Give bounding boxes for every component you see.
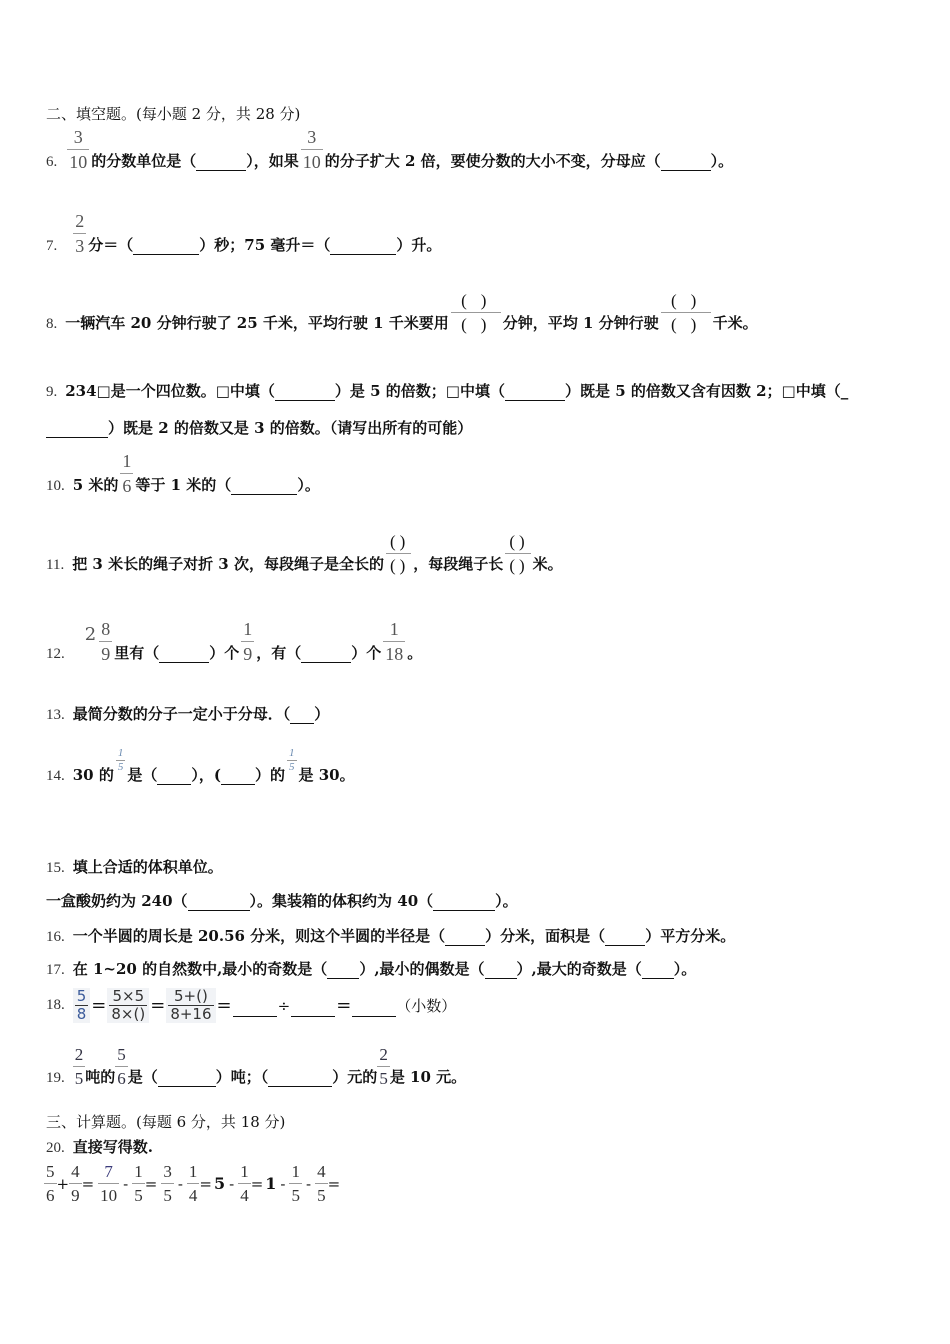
- fraction: $\frac{3}{10}$: [69, 127, 88, 172]
- fraction: $\frac{4}{5}$: [317, 1162, 326, 1205]
- text: ）既是 2 的倍数又是 3 的倍数。（请写出所有的可能）: [108, 419, 473, 437]
- question-10: [46, 452, 320, 495]
- question-15: [46, 856, 223, 877]
- fraction: $\frac{1}{6}$: [122, 451, 132, 496]
- fraction: $\frac{1}{18}$: [385, 619, 404, 664]
- text: ），如果: [246, 152, 299, 170]
- fraction: $\frac{1}{5}$: [289, 747, 295, 773]
- operator: -: [305, 1174, 312, 1193]
- text: 填上合适的体积单位。: [72, 858, 223, 876]
- answer-blank[interactable]: [352, 1002, 396, 1017]
- fraction-blank[interactable]: $\frac{()}{()}$: [505, 533, 530, 574]
- question-number: 9.: [46, 384, 58, 400]
- question-11: [46, 533, 563, 574]
- text: 的分数单位是（: [91, 152, 197, 170]
- text: ）,最小的偶数是（: [359, 960, 485, 978]
- text: 的分子扩大 2 倍，要使分数的大小不变，分母应（: [324, 152, 661, 170]
- text: ，每段绳子长: [413, 555, 504, 573]
- question-number: 6.: [46, 154, 58, 170]
- text: ）元的: [332, 1068, 378, 1086]
- text: ）秒；75 毫升＝（: [199, 236, 331, 254]
- text: 把 3 米长的绳子对折 3 次，每段绳子是全长的: [72, 555, 384, 573]
- text: ）是 5 的倍数；□中填（: [334, 382, 505, 400]
- text: 千米。: [712, 314, 758, 332]
- answer-blank[interactable]: [642, 964, 674, 979]
- text: ）分米，面积是（: [485, 927, 606, 945]
- text: ）个: [351, 644, 382, 662]
- equals-sign: =: [216, 995, 232, 1016]
- operator: -: [229, 1174, 235, 1193]
- answer-blank[interactable]: [301, 648, 351, 663]
- equals-sign[interactable]: =: [199, 1174, 212, 1193]
- answer-blank[interactable]: [196, 156, 246, 171]
- answer-blank[interactable]: [231, 480, 297, 495]
- text: 30 的: [72, 766, 114, 784]
- text: 。: [407, 644, 423, 662]
- question-15-line-2: [46, 890, 518, 911]
- answer-blank[interactable]: [188, 896, 250, 911]
- text: ）既是 5 的倍数又含有因数 2；□中填（_: [564, 382, 849, 400]
- answer-blank[interactable]: [290, 709, 314, 724]
- answer-blank[interactable]: [445, 931, 485, 946]
- fraction: $\frac{2}{3}$: [75, 211, 85, 256]
- text: 米。: [532, 555, 563, 573]
- question-6: [46, 128, 733, 171]
- operator: -: [280, 1174, 286, 1193]
- text: 是 30。: [298, 766, 355, 784]
- section-3-title: 三、计算题。(每题 6 分，共 18 分): [46, 1113, 286, 1131]
- question-19: [46, 1046, 466, 1087]
- text: 在 1~20 的自然数中,最小的奇数是（: [72, 960, 328, 978]
- text: 里有（: [114, 644, 160, 662]
- equals-sign: =: [91, 995, 107, 1016]
- text: 5 米的: [72, 476, 119, 494]
- question-14: [46, 748, 355, 785]
- text: ），(: [191, 766, 221, 784]
- equals-sign[interactable]: =: [327, 1174, 341, 1193]
- question-13: [46, 703, 329, 724]
- question-7: [46, 212, 441, 255]
- fraction: $\frac{5}{6}$: [46, 1162, 55, 1205]
- fraction: $\frac{4}{9}$: [71, 1162, 80, 1205]
- fraction: $\frac{1}{5}$: [291, 1162, 300, 1205]
- fraction: $\frac{1}{9}$: [243, 619, 253, 664]
- fraction: $\frac{2}{5}$: [74, 1045, 84, 1088]
- answer-blank[interactable]: [327, 964, 359, 979]
- fraction-blank[interactable]: $\frac{()}{()}$: [451, 292, 501, 333]
- question-12: [46, 620, 422, 663]
- answer-blank[interactable]: [605, 931, 645, 946]
- calculation-row: [44, 1163, 340, 1204]
- text: （小数）: [396, 997, 457, 1015]
- question-16: [46, 925, 735, 946]
- question-number: 7.: [46, 238, 58, 254]
- answer-blank[interactable]: [221, 770, 255, 785]
- answer-blank[interactable]: [46, 423, 108, 438]
- text: ，有（: [256, 644, 302, 662]
- operator: -: [177, 1174, 183, 1193]
- question-number: 11.: [46, 557, 65, 573]
- operator: +: [56, 1174, 70, 1193]
- answer-blank[interactable]: [291, 1002, 335, 1017]
- mixed-whole: 2: [84, 624, 97, 645]
- whole-number: 1: [265, 1174, 277, 1193]
- text: ）。: [673, 960, 697, 978]
- text: 分钟，平均 1 分钟行驶: [502, 314, 659, 332]
- operator: -: [123, 1174, 129, 1193]
- fraction-image: 5+() 8+16: [166, 988, 215, 1023]
- text: 最简分数的分子一定小于分母．（: [72, 705, 291, 723]
- fraction: $\frac{1}{4}$: [188, 1162, 198, 1205]
- text: ）。: [495, 892, 518, 910]
- fraction: $\frac{5}{6}$: [117, 1045, 126, 1088]
- text: ）升。: [396, 236, 442, 254]
- fraction: $\frac{7}{10}$: [100, 1162, 118, 1205]
- answer-blank[interactable]: [233, 1002, 277, 1017]
- fraction-image: 5×5 8×(): [107, 988, 149, 1023]
- fraction: $\frac{3}{10}$: [302, 127, 321, 172]
- equals-sign[interactable]: =: [81, 1174, 95, 1193]
- text: ）平方分米。: [645, 927, 736, 945]
- answer-blank[interactable]: [159, 648, 209, 663]
- question-9-line-2: [46, 417, 472, 438]
- question-20: [46, 1136, 153, 1157]
- answer-blank[interactable]: [157, 770, 191, 785]
- question-number: 16.: [46, 929, 65, 945]
- answer-blank[interactable]: [133, 240, 199, 255]
- text: 吨的: [85, 1068, 116, 1086]
- question-number: 13.: [46, 707, 65, 723]
- fraction-image: 5 8: [73, 988, 91, 1023]
- text: 等于 1 米的（: [135, 476, 232, 494]
- text: ）: [314, 705, 330, 723]
- fraction: $\frac{2}{5}$: [379, 1045, 388, 1088]
- question-number: 15.: [46, 860, 65, 876]
- question-8: [46, 292, 758, 333]
- question-number: 20.: [46, 1140, 65, 1156]
- question-17: [46, 958, 696, 979]
- equals-sign[interactable]: =: [250, 1174, 264, 1193]
- question-number: 14.: [46, 768, 65, 784]
- answer-blank[interactable]: [433, 896, 495, 911]
- question-9-line-1: [46, 380, 848, 401]
- answer-blank[interactable]: [661, 156, 711, 171]
- text: 一盒酸奶约为 240（: [46, 892, 188, 910]
- question-number: 10.: [46, 478, 65, 494]
- equals-sign: =: [150, 995, 166, 1016]
- answer-blank[interactable]: [485, 964, 517, 979]
- fraction: $\frac{1}{4}$: [240, 1162, 249, 1205]
- question-number: 8.: [46, 316, 58, 332]
- fraction-blank[interactable]: $\frac{()}{()}$: [661, 292, 711, 333]
- text: 是（: [127, 1068, 158, 1086]
- question-number: 18.: [46, 997, 65, 1013]
- text: ）吨；（: [215, 1068, 269, 1086]
- text: 一个半圆的周长是 20.56 分米，则这个半圆的半径是（: [72, 927, 446, 945]
- whole-number: 5: [213, 1174, 226, 1193]
- equals-sign: =: [336, 995, 352, 1016]
- answer-blank[interactable]: [275, 386, 335, 401]
- answer-blank[interactable]: [505, 386, 565, 401]
- question-number: 12.: [46, 646, 65, 662]
- fraction: $\frac{8}{9}$: [101, 619, 111, 664]
- text: ）个: [209, 644, 240, 662]
- answer-blank[interactable]: [158, 1072, 216, 1087]
- text: ）的: [254, 766, 285, 784]
- fraction-blank[interactable]: $\frac{()}{()}$: [386, 533, 411, 574]
- answer-blank[interactable]: [330, 240, 396, 255]
- text: 分＝（: [88, 236, 134, 254]
- divide-sign: ÷: [277, 996, 291, 1015]
- text: 234□是一个四位数。□中填（: [65, 382, 275, 400]
- fraction: $\frac{3}{5}$: [163, 1162, 172, 1205]
- text: ）。集装箱的体积约为 40（: [249, 892, 434, 910]
- question-18: [46, 988, 456, 1023]
- text: ）。: [297, 476, 320, 494]
- text: ）。: [710, 152, 734, 170]
- fraction: $\frac{1}{5}$: [117, 747, 124, 773]
- text: 是（: [127, 766, 158, 784]
- answer-blank[interactable]: [268, 1072, 332, 1087]
- equals-sign[interactable]: =: [144, 1174, 158, 1193]
- question-number: 19.: [46, 1070, 65, 1086]
- text: 一辆汽车 20 分钟行驶了 25 千米，平均行驶 1 千米要用: [65, 314, 449, 332]
- question-number: 17.: [46, 962, 65, 978]
- text: 是 10 元。: [389, 1068, 467, 1086]
- text: ）,最大的奇数是（: [516, 960, 642, 978]
- section-2-title: 二、填空题。(每小题 2 分，共 28 分): [46, 105, 301, 123]
- fraction: $\frac{1}{5}$: [134, 1162, 143, 1205]
- text: 直接写得数.: [72, 1138, 153, 1156]
